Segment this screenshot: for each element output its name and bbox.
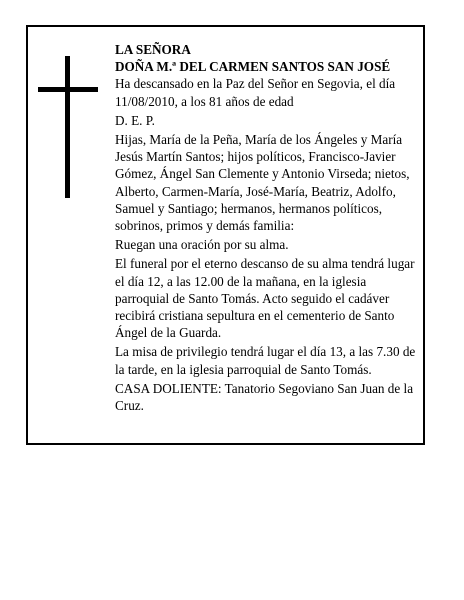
prayer-request: Ruegan una oración por su alma. bbox=[115, 237, 289, 253]
deceased-name: DOÑA M.ª DEL CARMEN SANTOS SAN JOSÉ bbox=[115, 59, 391, 75]
obituary-notice bbox=[26, 25, 425, 445]
cross-horizontal-bar bbox=[38, 87, 98, 92]
mass-details: La misa de privilegio tendrá lugar el día 13, a las 7.30 de la tarde, en la iglesia parroquial de Santo Tomás. bbox=[115, 344, 416, 377]
notice-text bbox=[115, 41, 417, 416]
notice-title: LA SEÑORA bbox=[115, 42, 191, 57]
funeral-details: El funeral por el eterno descanso de su alma tendrá lugar el día 12, a las 12.00 de la mañana, en la iglesia parroquial de Santo Tomás. Acto seguido el cadáver recibirá cristiana sepultura en el cementerio de Santo Ángel de la Guarda. bbox=[115, 256, 415, 341]
death-announcement: Ha descansado en la Paz del Señor en Segovia, el día 11/08/2010, a los 81 años de edad bbox=[115, 76, 396, 109]
cross-vertical-bar bbox=[65, 56, 70, 198]
family-list: Hijas, María de la Peña, María de los Ángeles y María Jesús Martín Santos; hijos políticos, Francisco-Javier Gómez, Ángel San Clemente y Antonio Virseda; nietos, Alberto, Carmen-María, José-María, Beatriz, Adolfo, Samuel y Santiago; hermanos, hermanos políticos, sobrinos, primos y demás familia: bbox=[115, 132, 410, 234]
cross-icon bbox=[38, 56, 98, 198]
rip-line: D. E. P. bbox=[115, 112, 155, 128]
funeral-home: CASA DOLIENTE: Tanatorio Segoviano San Juan de la Cruz. bbox=[115, 380, 414, 414]
